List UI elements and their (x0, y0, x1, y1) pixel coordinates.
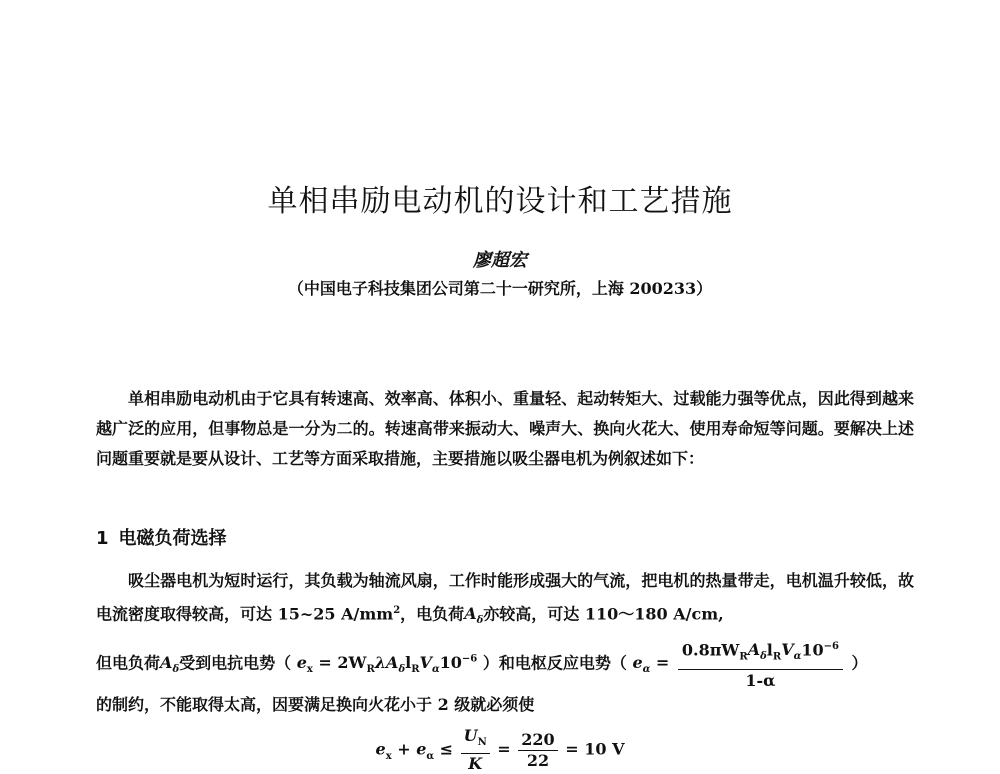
eq-lead-text: 但电负荷 (96, 653, 161, 673)
numeric-fraction: $\frac{220}{22}$ (518, 730, 557, 771)
author-name: 廖超宏 (473, 250, 527, 271)
author-affiliation: （中国电子科技集团公司第二十一研究所，上海 200233） (287, 279, 713, 298)
eq-middle-text: ）和电枢反应电势（ (482, 653, 627, 673)
voltage-fraction: $\frac{U_N}{K}$ (461, 726, 490, 774)
reactance-emf-formula: $e_x = 2W_R\lambda A_\delta l_RV_\alpha 10^{-6}$ (296, 653, 478, 676)
section1-paragraph (96, 566, 914, 637)
constraint-paragraph: 的制约，不能取得太高，因要满足换向火花小于 2 级就必须使 (96, 695, 535, 714)
eq-tail-text: 受到电抗电势（ (179, 653, 292, 673)
section-number: 1 (96, 528, 109, 549)
superscript-2: 2 (393, 605, 401, 616)
section1-text-part1: 吸尘器电机为短时运行，其负载为轴流风扇，工作时能形成强大的气流，把电机的热量带走，电机温升较低，故电流密度取得较高，可达 15~25 A/mm (96, 571, 914, 624)
section1-text-part2: ，电负荷 (400, 604, 465, 624)
symbol-A-delta-2: $A_\delta$ (160, 653, 180, 676)
section-title: 电磁负荷选择 (118, 528, 227, 549)
section-heading (96, 524, 227, 550)
intro-paragraph-text: 单相串励电动机由于它具有转速高、效率高、体积小、重量轻、起动转矩大、过载能力强等优点，因此得到越来越广泛的应用，但事物总是一分为二的。转速高带来振动大、噪声大、换向火花大、使用寿命短等问题。要解决上述问题重要就是要从设计、工艺等方面采取措施，主要措施以吸尘器电机为例叙述如下： (96, 389, 914, 468)
section1-text-part3: 亦较高，可达 110～180 A/cm, (483, 604, 724, 624)
commutation-inequality: $e_x + e_\alpha$ ≤ $\frac{U_N}{K}$ = $\frac{220}{22}$ = 10 V (375, 726, 625, 774)
paper-title: 单相串励电动机的设计和工艺措施 (267, 184, 733, 219)
armature-emf-formula: $e_\alpha$ = $\frac{0.8\pi W_RA_\delta l_RV_\alpha 10^{-6}}{1-\alpha}$ (632, 653, 851, 672)
symbol-A-delta: $A_\delta$ (464, 604, 484, 627)
intro-paragraph (96, 384, 914, 474)
equation-line (96, 636, 916, 692)
armature-fraction: $\frac{0.8\pi W_RA_\delta l_RV_\alpha 10^{-6}}{1-\alpha}$ (678, 636, 843, 692)
eq-close-paren: ） (851, 653, 868, 673)
